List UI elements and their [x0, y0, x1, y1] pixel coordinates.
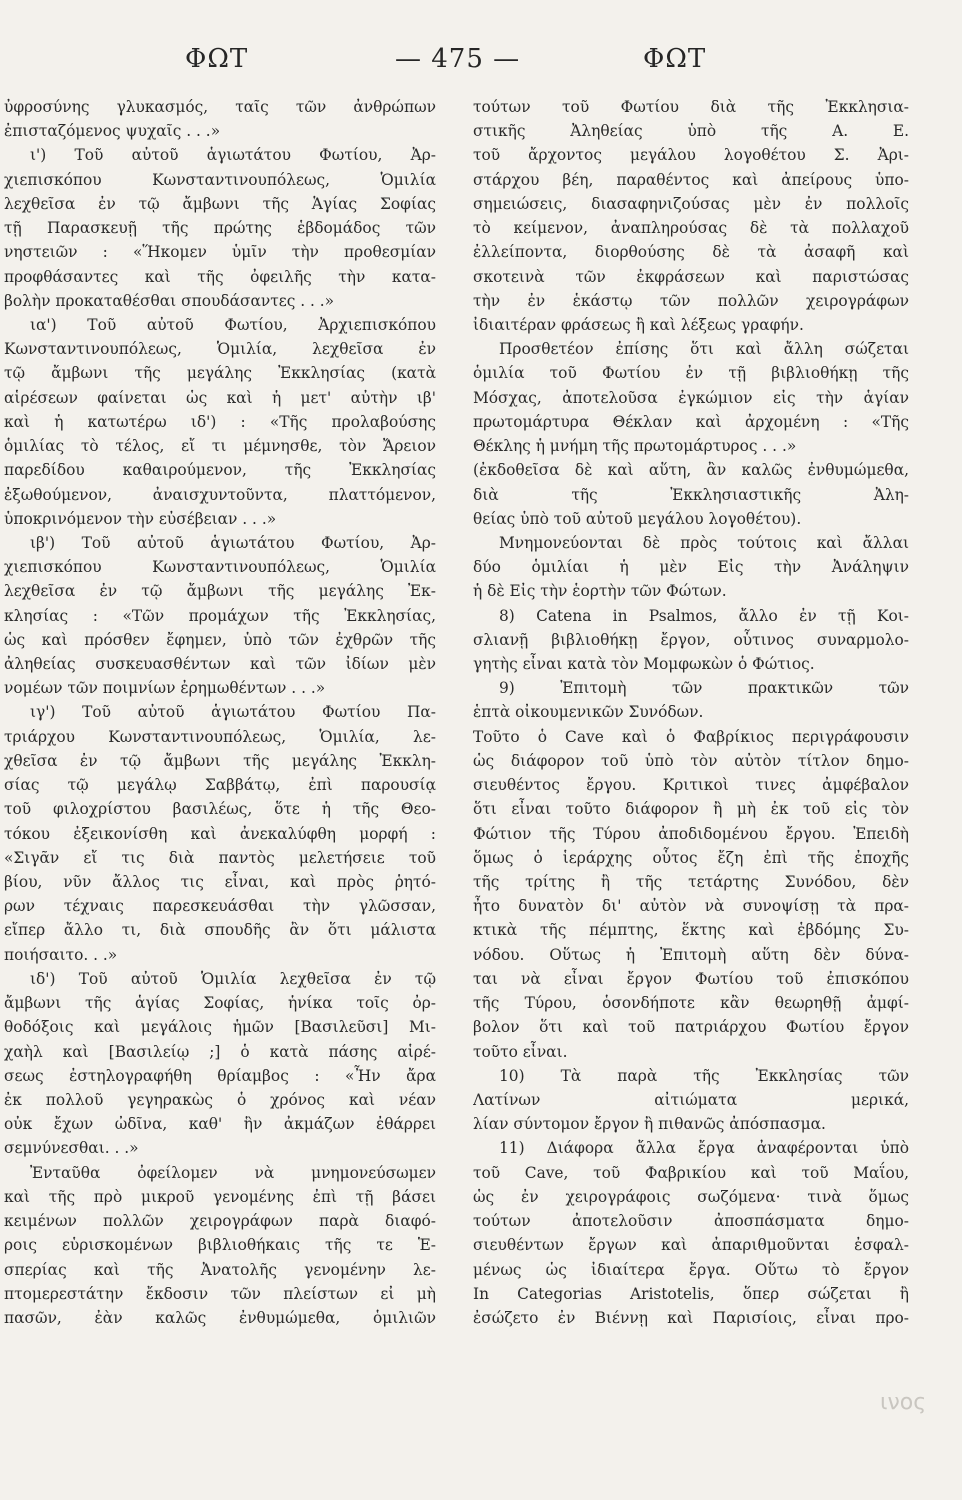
- text-line: ἑπτὰ οἰκουμενικῶν Συνόδων.: [473, 703, 704, 722]
- text-line: Προσθετέον ἐπίσης ὅτι καὶ ἄλλη σώζεται: [499, 340, 909, 359]
- text-line: ὅμως ὁ ἱεράρχης οὗτος ἔζη ἐπὶ τῆς ἐποχῆς: [473, 848, 909, 867]
- text-line: ἐπισταζόμενος ψυχαῖς . . .»: [4, 122, 221, 141]
- text-line: βολὴν προκαταθέσθαι σπουδάσαντες . . .»: [4, 291, 335, 310]
- text-line: δύο ὁμιλίαι ἡ μὲν Εἰς τὴν Ἀνάληψιν: [473, 558, 909, 577]
- bleed-through-text: ινος: [880, 1390, 927, 1415]
- text-line: Λατίνων αἰτιώματα μερικά,: [473, 1090, 909, 1109]
- text-line: βολον ὅτι καὶ τοῦ πατριάρχου Φωτίου ἔργον: [473, 1018, 909, 1037]
- text-line: τούτων ἀποτελοῦσιν ἀποσπάσματα δημο-: [473, 1212, 909, 1231]
- text-line: ροις εὑρισκομένων βιβλιοθήκαις τῆς τε Ἑ-: [4, 1236, 436, 1255]
- text-line: καὶ ἡ κατωτέρω ιδ') : «Τῆς προλαβούσης: [4, 412, 436, 431]
- text-line: οὐκ ἔχων ὠδῖνα, καθ' ἣν ἀκμάζων ἐθάρρει: [4, 1115, 436, 1134]
- text-line: Τοῦτο ὁ Cave καὶ ὁ Φαβρίκιος περιγράφουσιν: [473, 727, 909, 746]
- text-line: Θέκλης ἡ μνήμη τῆς πρωτομάρτυρος . . .»: [473, 437, 797, 456]
- text-line: 11) Διάφορα ἄλλα ἔργα ἀναφέρονται ὑπὸ: [499, 1139, 909, 1158]
- text-line: Ἐνταῦθα ὀφείλομεν νὰ μνημονεύσωμεν: [30, 1163, 436, 1182]
- text-line: τῇ Παρασκευῇ τῆς πρώτης ἑβδομάδος τῶν: [4, 219, 436, 238]
- text-line: σπερίας καὶ τῆς Ἀνατολῆς γενομένην λε-: [4, 1260, 436, 1279]
- text-line: ἡ δὲ Εἰς τὴν ἑορτὴν τῶν Φώτων.: [473, 582, 727, 601]
- text-line: ρων τέχναις παρεσκευάσθαι τὴν γλῶσσαν,: [4, 897, 436, 916]
- text-line: ται νὰ εἶναι ἔργον Φωτίου τοῦ ἐπισκόπου: [473, 969, 909, 988]
- text-line: γητὴς εἶναι κατὰ τὸν Μομφωκὼν ὁ Φώτιος.: [473, 655, 815, 674]
- text-line: ιβ') Τοῦ αὐτοῦ ἁγιωτάτου Φωτίου, Ἀρ-: [30, 533, 436, 552]
- text-line: ἦτο δυνατὸν δι' αὐτὸν νὰ συνοψίσῃ τὰ πρα-: [473, 897, 909, 916]
- text-line: διὰ τῆς Ἐκκλησιαστικῆς Ἀλη-: [473, 485, 909, 504]
- text-line: βίου, νῦν ἄλλος τις εἶναι, καὶ πρὸς ῥητό-: [4, 873, 436, 891]
- text-line: τῆς τρίτης ἢ τῆς τετάρτης Συνόδου, δὲν: [473, 873, 909, 891]
- text-line: προφθάσαντες καὶ τῆς ὀφειλῆς τὴν κατα-: [4, 267, 436, 286]
- text-line: σλιανῇ βιβλιοθήκῃ ἔργον, οὗτινος συναρμολο-: [473, 630, 909, 649]
- text-line: χιεπισκόπου Κωνσταντινουπόλεως, Ὁμιλία: [4, 558, 436, 577]
- text-line: τοῦ Cave, τοῦ Φαβρικίου καὶ τοῦ Μαΐου,: [473, 1163, 909, 1182]
- text-line: χαὴλ καὶ [Βασιλείῳ ;] ὁ κατὰ πάσης αἱρέ-: [4, 1042, 436, 1061]
- text-line: θοδόξοις καὶ μεγάλοις ἡμῶν [Βασιλεῦσι] Μι-: [4, 1018, 436, 1037]
- text-line: ι') Τοῦ αὐτοῦ ἁγιωτάτου Φωτίου, Ἀρ-: [30, 146, 436, 165]
- text-line: Κωνσταντινουπόλεως, Ὁμιλία, λεχθεῖσα ἐν: [4, 340, 436, 359]
- running-head-left: ΦΩΤ: [185, 44, 249, 74]
- text-line: λεχθεῖσα ἐν τῷ ἄμβωνι τῆς μεγάλης Ἐκ-: [4, 582, 436, 601]
- text-line: πτομερεστάτην ἔκδοσιν τῶν πλείστων εἰ μὴ: [4, 1284, 436, 1303]
- text-line: ἀληθείας συσκευασθέντων καὶ τῶν ἰδίων μὲν: [4, 655, 436, 674]
- text-line: ἐξωθούμενον, ἀναισχυντοῦντα, πλαττόμενον,: [4, 485, 436, 504]
- text-line: εἴπερ ἄλλο τι, διὰ σπουδῆς ἂν ὅτι μάλιστα: [4, 921, 436, 940]
- text-line: τριάρχου Κωνσταντινουπόλεως, Ὁμιλία, λε-: [4, 727, 436, 746]
- text-line: τὸ κείμενον, ἀναπληρούσας δὲ τὰ πολλαχοῦ: [473, 219, 909, 238]
- text-line: ἰδιαιτέραν φράσεως ἢ καὶ λέξεως γραφήν.: [473, 315, 804, 334]
- text-line: παρεδίδου καθαιρούμενον, τῆς Ἐκκλησίας: [4, 461, 436, 480]
- text-line: ιγ') Τοῦ αὐτοῦ ἁγιωτάτου Φωτίου Πα-: [30, 703, 436, 722]
- text-line: ια') Τοῦ αὐτοῦ Φωτίου, Ἀρχιεπισκόπου: [30, 315, 436, 334]
- text-line: καὶ τῆς πρὸ μικροῦ γενομένης ἐπὶ τῇ βάσει: [4, 1187, 436, 1206]
- text-line: κτικὰ τῆς πέμπτης, ἕκτης καὶ ἑβδόμης Συ-: [473, 921, 909, 940]
- text-line: Μνημονεύονται δὲ πρὸς τούτοις καὶ ἄλλαι: [499, 533, 909, 552]
- right-text-column: [473, 95, 909, 1330]
- text-line: ἐλλείποντα, διορθούσης δὲ τὰ ἀσαφῆ καὶ: [473, 243, 909, 262]
- text-line: σεμνύνεσθαι. . .»: [4, 1139, 139, 1158]
- text-line: ὡς διάφορον τοῦ ὑπὸ τὸν αὐτὸν τίτλον δημο-: [473, 751, 909, 770]
- text-line: «Σιγᾶν εἴ τις διὰ παντὸς μελετήσειε τοῦ: [4, 848, 436, 867]
- text-line: ἐκ πολλοῦ γεγηρακὼς ὁ χρόνος καὶ νέαν: [4, 1090, 436, 1109]
- text-line: ὡς καὶ πρόσθεν ἔφημεν, ὑπὸ τῶν ἐχθρῶν τῆς: [4, 630, 436, 649]
- text-line: τῆς Τύρου, ὁσονδήποτε κἂν θεωρηθῇ ἀμφί-: [473, 994, 909, 1013]
- text-line: νόδου. Οὕτως ἡ Ἐπιτομὴ αὕτη δὲν δύνα-: [473, 945, 909, 964]
- text-line: τῷ ἄμβωνι τῆς μεγάλης Ἐκκλησίας (κατὰ: [4, 364, 436, 383]
- text-line: ἐσώζετο ἐν Βιέννῃ καὶ Παρισίοις, εἶναι προ-: [473, 1308, 909, 1327]
- running-head-right: ΦΩΤ: [643, 44, 707, 74]
- text-line: τούτων τοῦ Φωτίου διὰ τῆς Ἐκκλησια-: [473, 98, 909, 116]
- text-line: πασῶν, ἐὰν καλῶς ἐνθυμώμεθα, ὁμιλιῶν: [4, 1308, 436, 1327]
- text-line: Μόσχας, ἀποτελοῦσα ἐγκώμιον εἰς τὴν ἁγίαν: [473, 388, 909, 407]
- text-line: ὑποκρινόμενον τὴν εὐσέβειαν . . .»: [4, 509, 277, 528]
- text-line: τοῦτο εἶναι.: [473, 1042, 568, 1061]
- text-line: θείας ὑπὸ τοῦ αὐτοῦ μεγάλου λογοθέτου).: [473, 509, 802, 528]
- text-line: τοῦ ἄρχοντος μεγάλου λογοθέτου Σ. Ἀρι-: [473, 146, 909, 165]
- text-line: 10) Τὰ παρὰ τῆς Ἐκκλησίας τῶν: [499, 1066, 909, 1085]
- text-line: ἄμβωνι τῆς ἁγίας Σοφίας, ἡνίκα τοῖς ὀρ-: [4, 994, 436, 1013]
- text-line: χθεῖσα ἐν τῷ ἄμβωνι τῆς μεγάλης Ἐκκλη-: [4, 751, 436, 770]
- text-line: σίας τῷ μεγάλῳ Σαββάτῳ, ἐπὶ παρουσίᾳ: [4, 776, 436, 795]
- text-line: σκοτεινὰ τῶν ἐκφράσεων καὶ παριστώσας: [473, 267, 909, 286]
- text-line: σιευθέντων ἔργων καὶ ἀπαριθμοῦνται ἐσφαλ-: [473, 1236, 909, 1255]
- text-line: σιευθέντος ἔργου. Κριτικοὶ τινες ἀμφέβαλον: [473, 776, 909, 795]
- text-line: νομέων τῶν ποιμνίων ἐρημωθέντων . . .»: [4, 679, 326, 698]
- text-line: νηστειῶν : «Ἥκομεν ὑμῖν τὴν προθεσμίαν: [4, 243, 436, 262]
- text-line: ὅτι εἶναι τοῦτο διάφορον ἢ μὴ ἐκ τοῦ εἰς τὸν: [473, 800, 909, 819]
- text-line: σημειώσεις, διασαφηνιζούσας μὲν ἐν πολλοῖς: [473, 194, 909, 213]
- text-line: αἱρέσεων φαίνεται ὡς καὶ ἡ μετ' αὐτὴν ιβ': [4, 388, 436, 407]
- text-line: πρωτομάρτυρα Θέκλαν καὶ ἀρχομένη : «Τῆς: [473, 412, 909, 431]
- text-line: (ἐκδοθεῖσα δὲ καὶ αὕτη, ἂν καλῶς ἐνθυμώμεθα,: [473, 461, 909, 480]
- text-line: ὐφροσύνης γλυκασμός, ταῖς τῶν ἀνθρώπων: [4, 98, 436, 116]
- text-line: In Categorias Aristotelis, ὅπερ σώζεται ἢ: [473, 1284, 909, 1303]
- text-line: χιεπισκόπου Κωνσταντινουπόλεως, Ὁμιλία: [4, 170, 436, 189]
- text-line: μένως ὡς ἰδιαίτερα ἔργα. Οὕτω τὸ ἔργον: [473, 1260, 909, 1279]
- text-line: τοῦ φιλοχρίστου βασιλέως, ὅτε ἡ τῆς Θεο-: [4, 800, 436, 819]
- page-number: — 475 —: [395, 44, 521, 74]
- text-line: σεως ἐστηλογραφήθη θρίαμβος : «Ἦν ἄρα: [4, 1066, 436, 1085]
- text-line: 8) Catena in Psalmos, ἄλλο ἐν τῇ Κοι-: [499, 606, 909, 625]
- text-line: λεχθεῖσα ἐν τῷ ἄμβωνι τῆς Ἁγίας Σοφίας: [4, 194, 436, 213]
- text-line: ιδ') Τοῦ αὐτοῦ Ὁμιλία λεχθεῖσα ἐν τῷ: [30, 969, 436, 988]
- text-line: λίαν σύντομον ἔργον ἢ πιθανῶς ἀπόσπασμα.: [473, 1115, 826, 1134]
- text-line: τὴν ἐν ἑκάστῳ τῶν πολλῶν χειρογράφων: [473, 291, 909, 310]
- text-line: ποιήσαιτο. . .»: [4, 945, 118, 964]
- text-line: Φώτιον τῆς Τύρου ἀποδιδομένου ἔργου. Ἐπειδὴ: [473, 824, 909, 843]
- text-line: κλησίας : «Τῶν προμάχων τῆς Ἐκκλησίας,: [4, 606, 436, 625]
- text-line: στάρχου βέη, παραθέντος καὶ ἀπείρους ὑπο-: [473, 170, 909, 189]
- text-line: ὁμιλίας τὸ τέλος, εἴ τι μέμνησθε, τὸν Ἄρειον: [4, 437, 436, 456]
- left-text-column: [4, 95, 436, 1330]
- text-line: 9) Ἐπιτομὴ τῶν πρακτικῶν τῶν: [499, 679, 909, 698]
- text-line: κειμένων πολλῶν χειρογράφων παρὰ διαφό-: [4, 1212, 436, 1231]
- text-line: ὁμιλία τοῦ Φωτίου ἐν τῇ βιβλιοθήκῃ τῆς: [473, 364, 909, 383]
- text-line: ὡς ἐν χειρογράφοις σωζόμενα· τινὰ ὅμως: [473, 1187, 909, 1206]
- text-line: τόκου ἐξεικονίσθη καὶ ἀνεκαλύφθη μορφή :: [4, 824, 436, 843]
- text-line: στικῆς Ἀληθείας ὑπὸ τῆς Α. Ε.: [473, 122, 909, 141]
